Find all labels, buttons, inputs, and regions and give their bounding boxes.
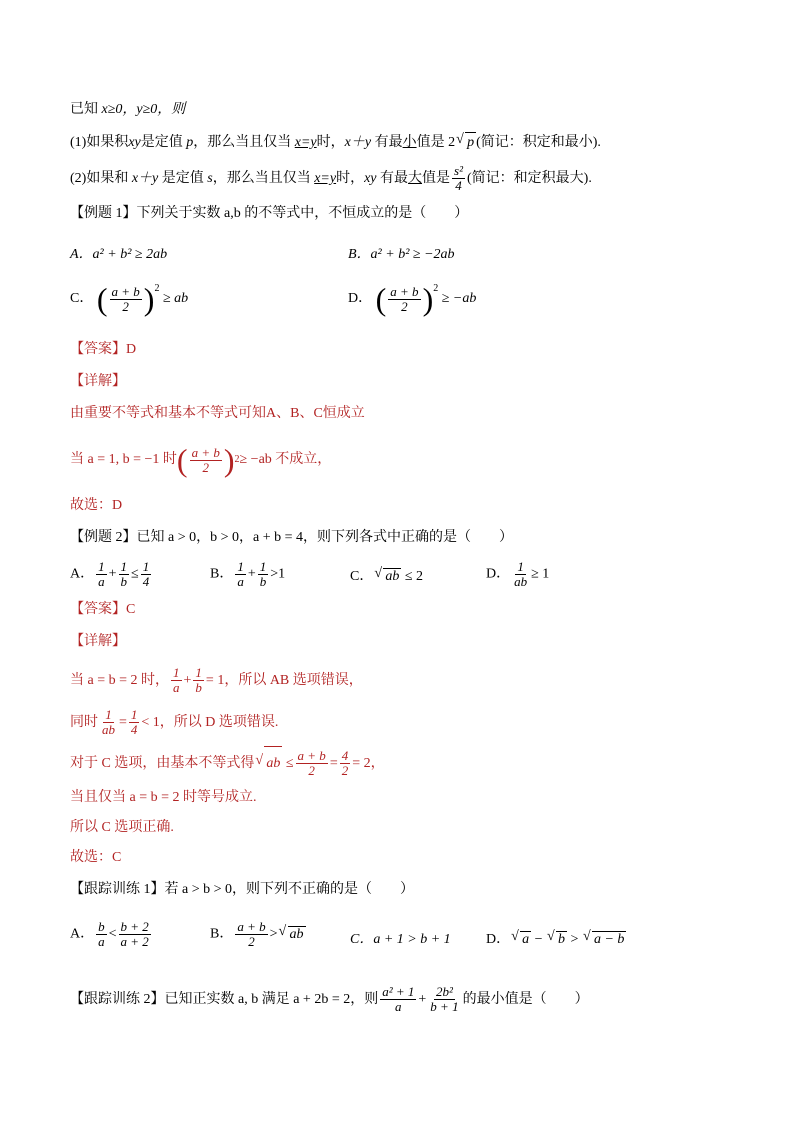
ex1-answer: 【答案】D bbox=[70, 342, 137, 357]
rule1-xy: xy bbox=[128, 135, 141, 150]
ex1-d-num: a + b bbox=[390, 283, 419, 299]
rule2-frac bbox=[452, 164, 465, 193]
ex2-d-label: D． bbox=[486, 566, 511, 582]
ex2-choose: 故选：C bbox=[70, 850, 122, 865]
rule2-mid1: 是定值 bbox=[161, 171, 204, 186]
ex2-c-label: C． bbox=[350, 569, 374, 584]
rule1-mid1: 是定值 bbox=[140, 135, 183, 150]
rule-1 bbox=[70, 132, 601, 153]
rule1-mid5: 值是 bbox=[416, 135, 445, 150]
ex1-choose: 故选：D bbox=[70, 498, 123, 513]
tr1-option-b: B． $\frac{a + b}{2}$ >√ ab bbox=[210, 920, 306, 949]
rule1-sqrt-p: √ p bbox=[465, 132, 476, 153]
ex2-l3-pre: 对于 C 选项，由基本不等式得 bbox=[70, 756, 255, 771]
ex2-l1-post: = 1，所以 AB 选项错误， bbox=[205, 673, 363, 688]
rule2-mid5: 值是 bbox=[422, 171, 451, 186]
ex1-option-a: A．a² + b² ≥ 2ab bbox=[70, 247, 168, 262]
ex1-d-rhs: ≥ −ab bbox=[441, 291, 477, 307]
ex1-l2-num: a + b bbox=[191, 444, 220, 460]
rule2-num: s² bbox=[454, 163, 463, 179]
tr1-option-d: D．√ a − √ b > √ a − b bbox=[486, 928, 626, 948]
rule2-xy: xy bbox=[364, 171, 377, 186]
rule1-xpy: x＋y bbox=[344, 135, 372, 150]
rule1-eq: x=y bbox=[294, 135, 317, 150]
ex2-b-label: B． bbox=[210, 566, 234, 582]
ex1-c-den: 2 bbox=[122, 298, 129, 314]
rule2-post: (简记：和定积最大). bbox=[467, 171, 592, 186]
ex1-l2-pre: 当 a = 1, b = −1 时 bbox=[70, 452, 177, 468]
rule1-mid4: 有最 bbox=[374, 135, 403, 150]
rule2-mid4: 有最 bbox=[380, 171, 409, 186]
tr2-post: 的最小值是（ ） bbox=[462, 992, 589, 1007]
ex1-detail-line2: 当 a = 1, b = −1 时 ( $\frac{a + b}{2}$ ) 2 ≥ −ab 不成立， bbox=[70, 442, 332, 478]
ex1-c-label: C． bbox=[70, 291, 94, 307]
ex1-detail-line1: 由重要不等式和基本不等式可知A、B、C恒成立 bbox=[70, 406, 365, 421]
tr1-d-label: D． bbox=[486, 932, 511, 947]
ex2-detail-line3: 对于 C 选项，由基本不等式得√ ab ≤ $\frac{a + b}{2}$ = $\frac{4}{2}$ = 2， bbox=[70, 746, 385, 781]
ex2-option-d: D． $\frac{1}{ab}$ ≥ 1 bbox=[486, 559, 550, 589]
ex2-c-rhs: ≤ 2 bbox=[404, 569, 424, 584]
ex2-l3-post: = 2， bbox=[352, 756, 385, 771]
ex2-answer: 【答案】C bbox=[70, 602, 136, 617]
ex2-detail-line2: 同时 $\frac{1}{ab}$ = $\frac{1}{4}$ < 1，所以 D 选项错误. bbox=[70, 707, 279, 738]
intro-cond: x≥0，y≥0，则 bbox=[101, 102, 186, 117]
tr1-option-a: A． $\frac{b}{a}$ < $\frac{b + 2}{a + 2}$ bbox=[70, 919, 149, 949]
ex2-option-c bbox=[350, 565, 423, 585]
ex2-d-rhs: ≥ 1 bbox=[531, 566, 550, 582]
ex1-c-rhs: ≥ ab bbox=[162, 291, 189, 307]
ex1-d-label: D． bbox=[348, 291, 373, 307]
ex2-detail-line1: 当 a = b = 2 时， $\frac{1}{a}$ + $\frac{1}{b}$ = 1，所以 AB 选项错误， bbox=[70, 665, 363, 696]
rule1-small: 小 bbox=[402, 135, 417, 150]
rule-2 bbox=[70, 164, 592, 194]
ex1-c-num: a + b bbox=[111, 283, 140, 299]
rule2-den: 4 bbox=[455, 178, 462, 194]
ex2-l2-pre: 同时 bbox=[70, 715, 98, 730]
rule2-pre: (2)如果和 bbox=[70, 171, 129, 186]
rule2-mid3: 时， bbox=[336, 171, 365, 186]
ex1-option-b: B．a² + b² ≥ −2ab bbox=[348, 247, 455, 262]
rule2-big: 大 bbox=[408, 171, 423, 186]
ex2-detail-heading: 【详解】 bbox=[70, 634, 126, 649]
ex2-c-rad: √ ab bbox=[383, 568, 401, 585]
tr2-pre: 【跟踪训练 2】已知正实数 a, b 满足 a + 2b = 2，则 bbox=[70, 992, 379, 1007]
ex1-detail-heading: 【详解】 bbox=[70, 374, 126, 389]
tr2-line: 【跟踪训练 2】已知正实数 a, b 满足 a + 2b = 2，则 $\frac{\text{a² + 1}}{a}$ + $\frac{\text{2b²}}{b + 1}$ 的最小值是（ ） bbox=[70, 984, 589, 1015]
rule1-post: (简记：积定和最小). bbox=[476, 135, 601, 150]
rule1-mid3: 时， bbox=[316, 135, 345, 150]
ex2-l2-mid: = bbox=[119, 715, 127, 730]
intro-lead: 已知 bbox=[70, 102, 98, 117]
rule2-s: s bbox=[207, 171, 213, 186]
tr1-option-c: C．a + 1 > b + 1 bbox=[350, 932, 451, 947]
ex2-detail-line4: 当且仅当 a = b = 2 时等号成立. bbox=[70, 790, 257, 805]
tr1-a-label: A． bbox=[70, 926, 95, 942]
ex1-d-den: 2 bbox=[401, 298, 408, 314]
ex2-option-a: A． $\frac{1}{a}$ + $\frac{1}{b}$ ≤ $\frac{1}{4}$ bbox=[70, 559, 150, 589]
ex1-l2-post: ≥ −ab 不成立， bbox=[239, 452, 332, 468]
ex1-title: 【例题 1】下列关于实数 a,b 的不等式中，不恒成立的是（ ） bbox=[70, 206, 469, 221]
ex2-l1-pre: 当 a = b = 2 时， bbox=[70, 673, 170, 688]
tr1-b-label: B． bbox=[210, 926, 234, 942]
ex1-option-d: D． ( $\frac{a + b}{2}$ ) $^2$ ≥ −ab bbox=[348, 281, 477, 317]
rule2-eq: x=y bbox=[314, 171, 337, 186]
ex2-l2-post: < 1，所以 D 选项错误. bbox=[141, 715, 279, 730]
ex2-l3-rad: √ ab bbox=[264, 746, 282, 781]
intro-line bbox=[70, 100, 185, 120]
ex2-a-label: A． bbox=[70, 566, 95, 582]
tr1-title: 【跟踪训练 1】若 a > b > 0，则下列不正确的是（ ） bbox=[70, 882, 415, 897]
ex2-option-b: B． $\frac{1}{a}$ + $\frac{1}{b}$ >1 bbox=[210, 559, 286, 589]
rule1-val: 2 bbox=[448, 135, 456, 150]
rule1-p: p bbox=[186, 135, 194, 150]
rule2-xpy: x＋y bbox=[131, 171, 159, 186]
ex1-l2-den: 2 bbox=[202, 459, 209, 475]
ex1-option-c: C． ( $\frac{a + b}{2}$ ) $^2$ ≥ ab bbox=[70, 281, 189, 317]
rule1-mid2: ，那么当且仅当 bbox=[193, 135, 292, 150]
rule1-pre: (1)如果积 bbox=[70, 135, 129, 150]
ex2-title: 【例题 2】已知 a > 0，b > 0，a + b = 4，则下列各式中正确的是（ ） bbox=[70, 530, 514, 545]
rule2-mid2: ，那么当且仅当 bbox=[212, 171, 311, 186]
ex2-detail-line5: 所以 C 选项正确. bbox=[70, 820, 174, 835]
